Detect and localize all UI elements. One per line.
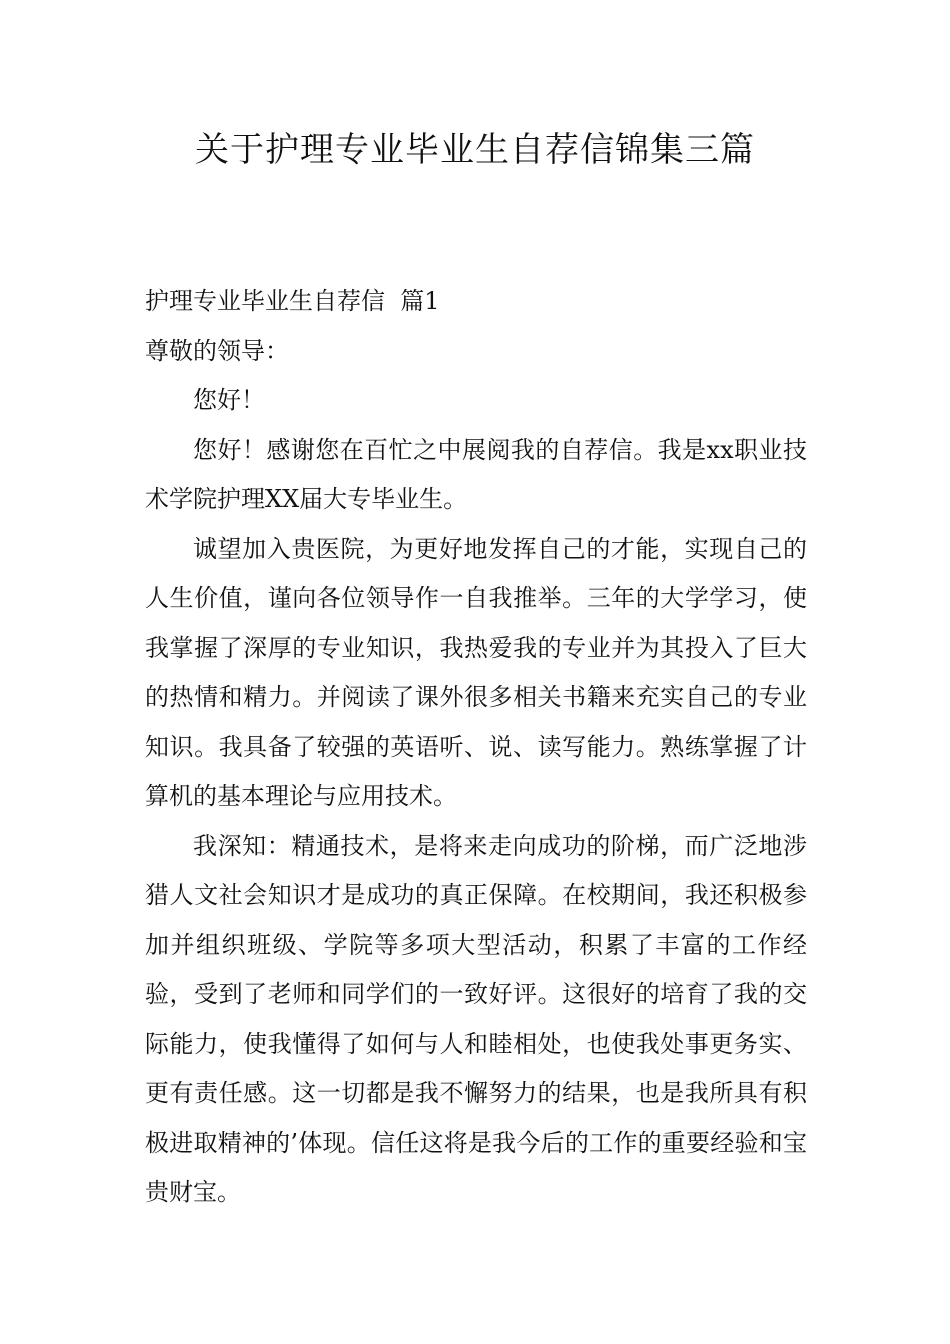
- greeting: 您好！: [193, 386, 265, 414]
- paragraph-intro: 您好！感谢您在百忙之中展阅我的自荐信。我是xx职业技术学院护理XX届大专毕业生。: [145, 435, 807, 513]
- paragraph-skills: 诚望加入贵医院，为更好地发挥自己的才能，实现自己的人生价值，谨向各位领导作一自我推举。三年的大学学习，使我掌握了深厚的专业知识，我热爱我的专业并为其投入了巨大的热情和精力。并阅读了课外很多相关书籍来充实自己的专业知识。我具备了较强的英语听、说、读写能力。熟练掌握了计算机的基本理论与应用技术。: [145, 534, 807, 810]
- document-title: 关于护理专业毕业生自荐信锦集三篇: [195, 130, 755, 170]
- section-heading: 护理专业毕业生自荐信 篇1: [145, 287, 440, 315]
- salutation: 尊敬的领导：: [145, 336, 289, 365]
- paragraph-activities: 我深知：精通技术，是将来走向成功的阶梯，而广泛地涉猎人文社会知识才是成功的真正保障。在校期间，我还积极参加并组织班级、学院等多项大型活动，积累了丰富的工作经验，受到了老师和同学们的一致好评。这很好的培育了我的交际能力，使我懂得了如何与人和睦相处，也使我处事更务实、更有责任感。这一切都是我不懈努力的结果，也是我所具有积极进取精神的’体现。信任这将是我今后的工作的重要经验和宝贵财宝。: [145, 831, 807, 1206]
- document-body: [145, 277, 807, 1218]
